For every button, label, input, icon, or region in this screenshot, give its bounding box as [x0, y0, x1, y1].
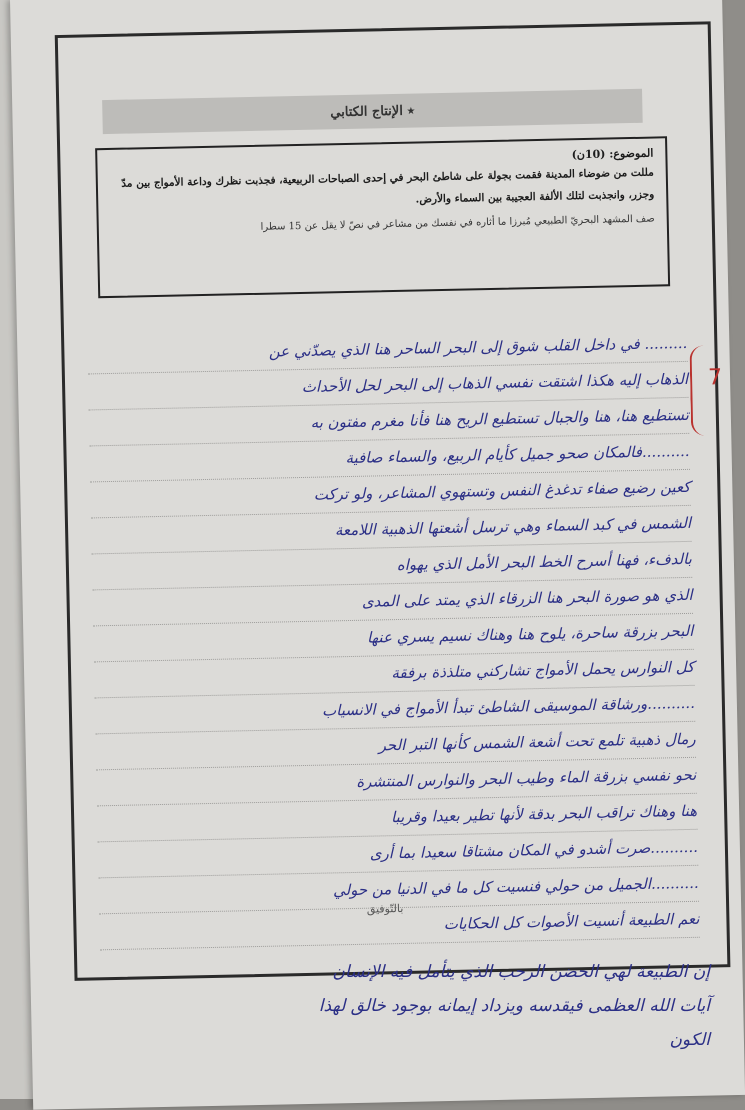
answer-line: بالدفء، فهنا أسرح الخط البحر الأمل الذي يهواه: [92, 542, 693, 591]
answer-line: ..........الجميل من حولي فنسيت كل ما في الدنيا من حولي: [98, 866, 699, 915]
closing-note: بالتّوفيق: [366, 901, 404, 916]
answer-line: ..........صرت أشدو في المكان مشتاقا سعيدا بما أرى: [98, 830, 699, 879]
answer-line: تستطيع هنا، هنا والجبال تستطيع الريح هنا فأنا مغرم مفتون به: [89, 398, 690, 447]
task-instruction: صف المشهد البحريّ الطبيعي مُبرزا ما أثاره في نفسك من مشاعر في نصّ لا يقل عن 15 سطرا: [260, 213, 655, 233]
answer-line: نعم الطبيعة أنسيت الأصوات كل الحكايات: [99, 902, 700, 951]
topic-text: مللت من ضوضاء المدينة فقمت بجولة على شاطئ البحر في إحدى الصباحات الربيعية، فجذبت نظرك وداعة الأمواج بين مدّ وجزر، وانجذبت لتلك الألفة العجيبة بين السماء والأرض.: [121, 166, 655, 206]
bottom-line: الكون: [669, 1030, 710, 1050]
bottom-line: إن الطبيعة لهي الحضن الرحب الذي يتأمل فيه الإنسان: [332, 962, 710, 982]
answer-line: ......... في داخل القلب شوق إلى البحر الساحر هنا الذي يصدّني عن: [87, 326, 688, 375]
exam-sheet: [10, 0, 745, 1110]
bottom-handwriting: [0, 955, 720, 1099]
answer-line: الذي هو صورة البحر هنا الزرقاء الذي يمتد على المدى: [92, 578, 693, 627]
answer-line: البحر بزرقة ساحرة، يلوح هنا وهناك نسيم يسري عنها: [93, 614, 694, 663]
answer-line: رمال ذهبية تلمع تحت أشعة الشمس كأنها التبر الحر: [95, 722, 696, 771]
answer-line: الشمس في كبد السماء وهي ترسل أشعتها الذهبية اللامعة: [91, 506, 692, 555]
topic-box: [95, 136, 670, 298]
topic-label: الموضوع: (10ن): [571, 146, 654, 162]
answer-line: نحو نفسي بزرقة الماء وطيب البحر والنوارس المنتشرة: [96, 758, 697, 807]
handwritten-answer: [87, 326, 700, 950]
answer-line: الذهاب إليه هكذا اشتقت نفسي الذهاب إلى البحر لحل الأحداث: [88, 362, 689, 411]
answer-line: كل النوارس يحمل الأمواج تشاركني متلذذة برفقة: [94, 650, 695, 699]
answer-line: كعين رضيع صفاء تدغدغ النفس وتستهوي المشاعر، ولو تركت: [90, 470, 691, 519]
answer-line: ..........فالمكان صحو جميل كأيام الربيع، والسماء صافية: [89, 434, 690, 483]
answer-line: هنا وهناك تراقب البحر بدقة لأنها تطير بعيدا وقريبا: [97, 794, 698, 843]
answer-line: ..........ورشاقة الموسيقى الشاطئ تبدأ الأمواج في الانسياب: [95, 686, 696, 735]
grader-bracket: [689, 345, 713, 435]
bottom-line: آيات الله العظمى فيقدسه ويزداد إيمانه بوجود خالق لهذا: [318, 996, 710, 1016]
grader-score: 7: [707, 365, 723, 391]
section-title: ٭ الإنتاج الكتابي: [102, 89, 643, 134]
